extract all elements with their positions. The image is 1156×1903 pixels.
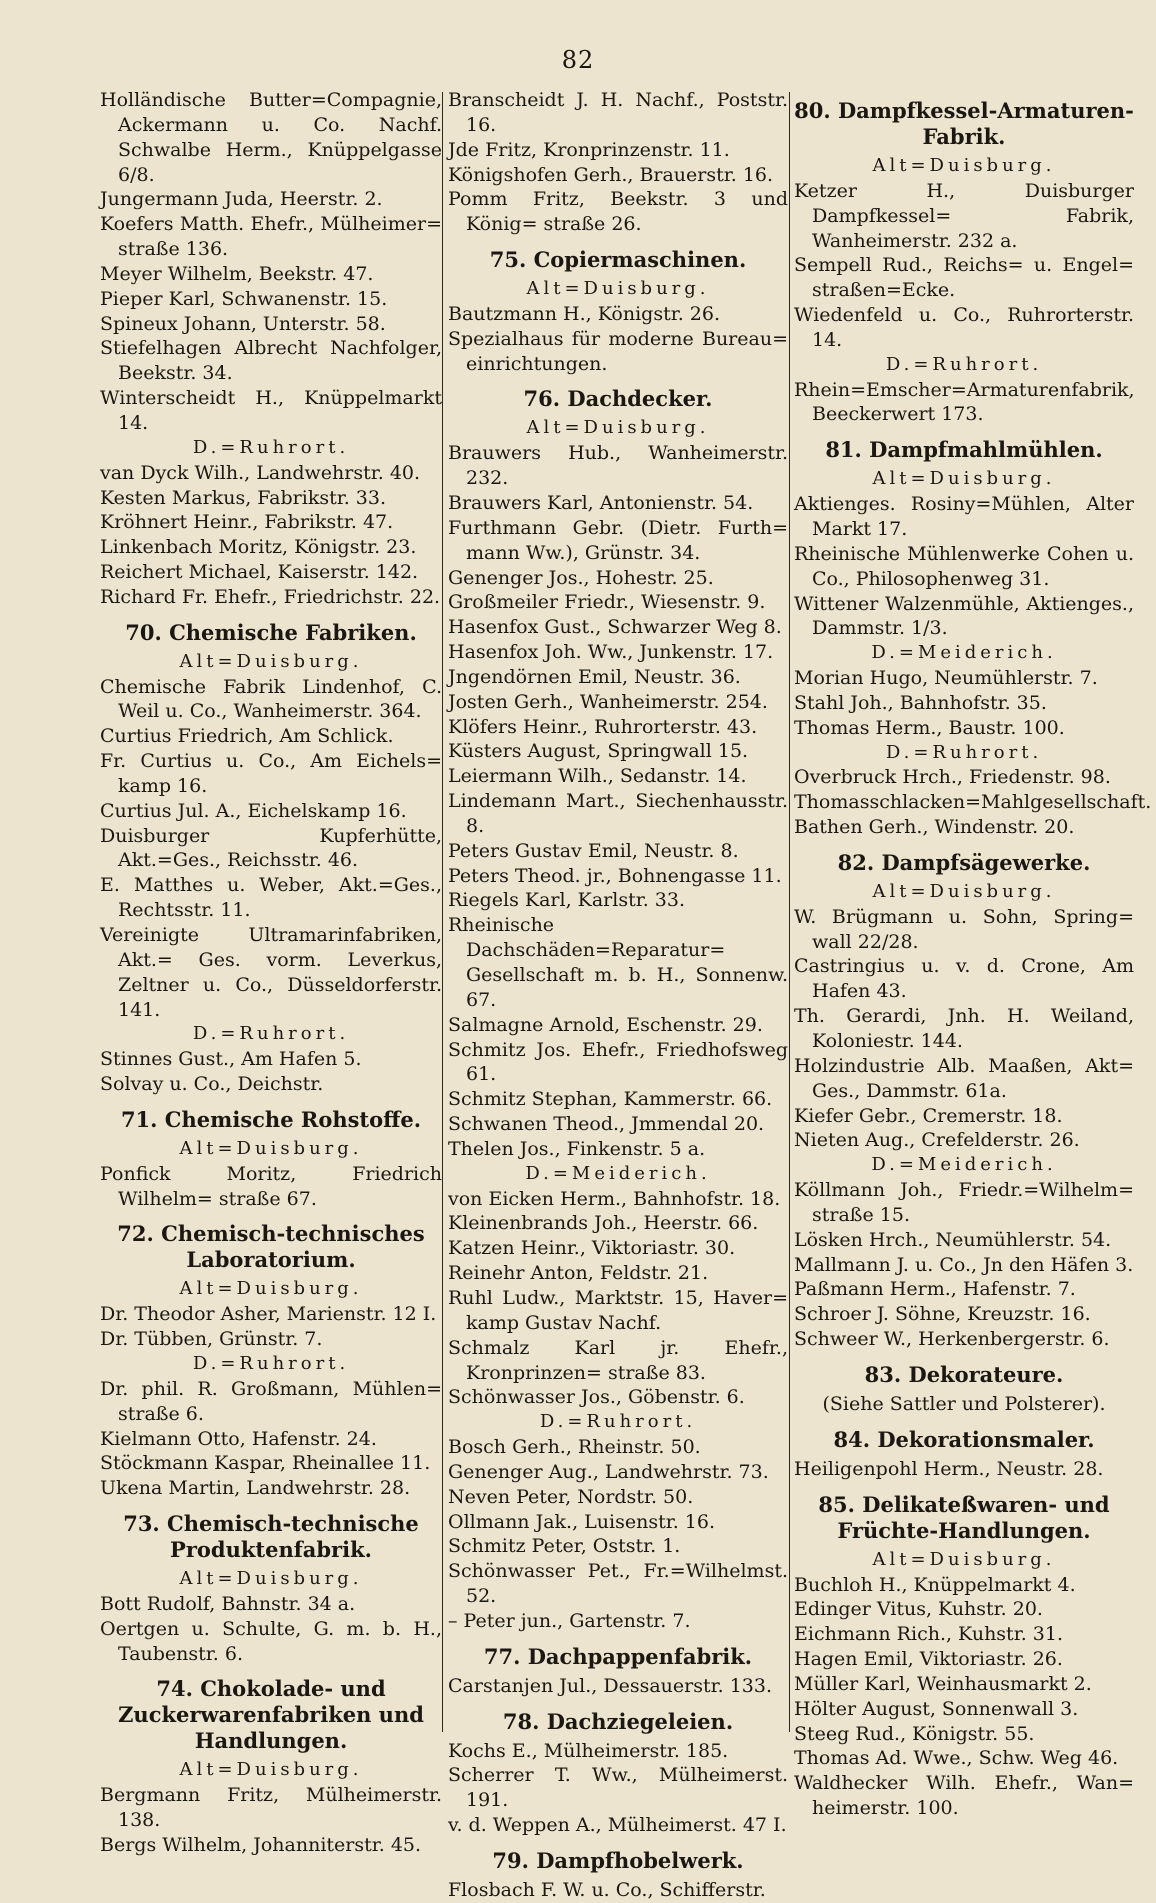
directory-entry: Holzindustrie Alb. Maaßen, Akt= Ges., Dammstr. 61a. [794, 1054, 1134, 1102]
directory-entry: Jungermann Juda, Heerstr. 2. [100, 188, 383, 211]
directory-entry: Thelen Jos., Finkenstr. 5 a. [448, 1137, 706, 1160]
directory-entry: Müller Karl, Weinhausmarkt 2. [794, 1672, 1092, 1695]
section-heading: 78. Dachziegeleien. [502, 1708, 734, 1734]
directory-entry: Stinnes Gust., Am Hafen 5. [100, 1048, 362, 1071]
column-divider [442, 92, 443, 1732]
directory-entry: Köllmann Joh., Friedr.=Wilhelm= straße 15. [794, 1179, 1134, 1226]
location-heading: Alt=Duisburg. [872, 880, 1056, 902]
directory-entry: Kiefer Gebr., Cremerstr. 18. [794, 1104, 1063, 1127]
directory-entry: Oertgen u. Schulte, G. m. b. H., Taubenstr. 6. [100, 1617, 442, 1665]
directory-entry: Dr. Theodor Asher, Marienstr. 12 I. [100, 1303, 437, 1326]
directory-entry: Flosbach F. W. u. Co., Schifferstr. [448, 1879, 766, 1901]
directory-entry: Katzen Heinr., Viktoriastr. 30. [448, 1237, 736, 1260]
section-heading: 72. Chemisch-technisches Laboratorium. [117, 1221, 425, 1273]
page-number: 82 [561, 46, 595, 74]
location-heading: Alt=Duisburg. [179, 1568, 363, 1590]
directory-entry: Hasenfox Joh. Ww., Junkenstr. 17. [448, 641, 774, 664]
directory-entry: Chemische Fabrik Lindenhof, C. Weil u. Co., Wanheimerstr. 364. [100, 675, 442, 723]
directory-entry: Leiermann Wilh., Sedanstr. 14. [448, 765, 747, 788]
directory-entry: Bergmann Fritz, Mülheimerstr. 138. [100, 1784, 442, 1832]
section-heading: 85. Delikateßwaren- und Früchte-Handlungen. [818, 1491, 1110, 1543]
directory-entry: Linkenbach Moritz, Königstr. 23. [100, 536, 417, 559]
directory-entry: Bosch Gerh., Rheinstr. 50. [448, 1436, 701, 1459]
location-heading: D.=Ruhrort. [885, 741, 1043, 763]
directory-entry: Schönwasser Pet., Fr.=Wilhelmst. 52. [448, 1560, 788, 1608]
directory-entry: Königshofen Gerh., Brauerstr. 16. [448, 163, 774, 186]
section-heading: 84. Dekorationsmaler. [833, 1426, 1095, 1452]
directory-entry: Aktienges. Rosiny=Mühlen, Alter Markt 17. [794, 493, 1134, 540]
directory-entry: Kochs E., Mülheimerstr. 185. [448, 1739, 729, 1762]
directory-entry: Rhein=Emscher=Armaturenfabrik, Beeckerwert 173. [794, 378, 1135, 426]
directory-entry: Kesten Markus, Fabrikstr. 33. [100, 486, 387, 509]
section-heading: 77. Dachpappenfabrik. [483, 1643, 753, 1669]
directory-entry: Wittener Walzenmühle, Aktienges., Dammstr. 1/3. [794, 592, 1134, 640]
location-heading: D.=Ruhrort. [192, 1023, 350, 1045]
section-heading: 76. Dachdecker. [523, 386, 713, 412]
directory-entry: Mallmann J. u. Co., Jn den Häfen 3. [794, 1253, 1134, 1276]
section-heading: 74. Chokolade- und Zuckerwarenfabriken und Handlungen. [118, 1676, 424, 1754]
directory-entry: Schweer W., Herkenbergerstr. 6. [794, 1328, 1110, 1351]
directory-entry: Hölter August, Sonnenwall 3. [794, 1697, 1079, 1720]
directory-entry: Schroer J. Söhne, Kreuzstr. 16. [794, 1303, 1091, 1326]
directory-entry: Kielmann Otto, Hafenstr. 24. [100, 1427, 377, 1450]
directory-entry: Ruhl Ludw., Marktstr. 15, Haver= kamp Gustav Nachf. [448, 1286, 788, 1334]
directory-entry: Ollmann Jak., Luisenstr. 16. [448, 1510, 716, 1533]
column-left [100, 88, 442, 1858]
directory-entry: Carstanjen Jul., Dessauerstr. 133. [448, 1674, 772, 1697]
directory-entry: Schmitz Stephan, Kammerstr. 66. [448, 1088, 773, 1111]
directory-entry: Koefers Matth. Ehefr., Mülheimer= straße 136. [100, 213, 442, 261]
directory-entry: Morian Hugo, Neumühlerstr. 7. [794, 667, 1098, 690]
directory-entry: Küsters August, Springwall 15. [448, 740, 749, 763]
location-heading: D.=Ruhrort. [885, 353, 1043, 375]
directory-entry: von Eicken Herm., Bahnhofstr. 18. [448, 1187, 781, 1210]
section-heading: 70. Chemische Fabriken. [125, 619, 417, 645]
directory-entry: Dr. phil. R. Großmann, Mühlen= straße 6. [100, 1377, 442, 1425]
directory-entry: Klöfers Heinr., Ruhrorterstr. 43. [448, 715, 758, 738]
section-heading: 71. Chemische Rohstoffe. [120, 1106, 422, 1132]
location-heading: D.=Meiderich. [871, 1154, 1057, 1176]
directory-entry: Solvay u. Co., Deichstr. [100, 1073, 324, 1096]
section-heading: 81. Dampfmahlmühlen. [825, 437, 1103, 463]
directory-entry: Genenger Aug., Landwehrstr. 73. [448, 1460, 769, 1483]
directory-entry: Th. Gerardi, Jnh. H. Weiland, Koloniestr. 144. [794, 1005, 1134, 1052]
section-heading: 83. Dekorateure. [864, 1361, 1064, 1387]
directory-entry: Thomas Herm., Baustr. 100. [794, 716, 1065, 739]
directory-entry: Richard Fr. Ehefr., Friedrichstr. 22. [100, 585, 441, 608]
directory-entry: Kröhnert Heinr., Fabrikstr. 47. [100, 511, 394, 534]
directory-entry: Bott Rudolf, Bahnstr. 34 a. [100, 1592, 356, 1615]
location-heading: Alt=Duisburg. [179, 1137, 363, 1159]
directory-entry: Thomas Ad. Wwe., Schw. Weg 46. [794, 1747, 1119, 1770]
directory-entry: Jngendörnen Emil, Neustr. 36. [448, 665, 741, 688]
directory-entry: Dr. Tübben, Grünstr. 7. [100, 1328, 323, 1351]
directory-entry: Hasenfox Gust., Schwarzer Weg 8. [448, 616, 782, 639]
directory-entry: Meyer Wilhelm, Beekstr. 47. [100, 262, 374, 285]
directory-entry: Scherrer T. Ww., Mülheimerst. 191. [448, 1764, 788, 1812]
directory-entry: Heiligenpohl Herm., Neustr. 28. [794, 1457, 1104, 1480]
location-heading: D.=Ruhrort. [539, 1411, 697, 1433]
directory-entry: Winterscheidt H., Knüppelmarkt 14. [100, 387, 442, 434]
location-heading: D.=Meiderich. [871, 642, 1057, 664]
directory-entry: Großmeiler Friedr., Wiesenstr. 9. [448, 591, 766, 614]
directory-entry: Thomasschlacken=Mahlgesellschaft. [794, 791, 1152, 814]
directory-entry: Sempell Rud., Reichs= u. Engel= straßen=Ecke. [794, 254, 1134, 302]
directory-entry: Schönwasser Jos., Göbenstr. 6. [448, 1386, 745, 1409]
directory-entry: Spineux Johann, Unterstr. 58. [100, 312, 386, 335]
directory-entry: Hagen Emil, Viktoriastr. 26. [794, 1648, 1063, 1671]
directory-entry: Buchloh H., Knüppelmarkt 4. [794, 1573, 1076, 1596]
directory-entry: Bautzmann H., Königstr. 26. [448, 302, 720, 325]
directory-entry: Furthmann Gebr. (Dietr. Furth= mann Ww.), Grünstr. 34. [448, 516, 788, 564]
directory-entry: Nieten Aug., Crefelderstr. 26. [794, 1129, 1080, 1152]
directory-entry: Schmalz Karl jr. Ehefr., Kronprinzen= straße 83. [448, 1336, 788, 1384]
directory-entry: Genenger Jos., Hohestr. 25. [448, 566, 714, 589]
section-heading: 73. Chemisch-technische Produktenfabrik. [123, 1511, 419, 1563]
directory-entry: Overbruck Hrch., Friedenstr. 98. [794, 766, 1111, 789]
directory-entry: Kleinenbrands Joh., Heerstr. 66. [448, 1212, 759, 1235]
location-heading: D.=Ruhrort. [192, 1352, 350, 1374]
directory-entry: Peters Theod. jr., Bohnengasse 11. [448, 864, 782, 887]
directory-entry: Duisburger Kupferhütte, Akt.=Ges., Reichsstr. 46. [100, 824, 442, 872]
section-heading: 82. Dampfsägewerke. [837, 849, 1091, 875]
directory-entry: Lösken Hrch., Neumühlerstr. 54. [794, 1228, 1112, 1251]
directory-entry: E. Matthes u. Weber, Akt.=Ges., Rechtsstr. 11. [100, 874, 442, 922]
column-divider [789, 92, 790, 1732]
directory-entry: Rheinische Dachschäden=Reparatur= Gesellschaft m. b. H., Sonnenw. 67. [448, 914, 788, 1011]
section-heading: 79. Dampfhobelwerk. [492, 1848, 744, 1873]
location-heading: Alt=Duisburg. [179, 1759, 363, 1781]
directory-entry: Reinehr Anton, Feldstr. 21. [448, 1262, 709, 1285]
directory-entry: Paßmann Herm., Hafenstr. 7. [794, 1278, 1076, 1301]
section-heading: 80. Dampfkessel-Armaturen-Fabrik. [794, 98, 1134, 149]
directory-entry: Ukena Martin, Landwehrstr. 28. [100, 1477, 411, 1500]
directory-entry: Curtius Jul. A., Eichelskamp 16. [100, 799, 407, 822]
location-heading: Alt=Duisburg. [526, 278, 710, 300]
directory-entry: Rheinische Mühlenwerke Cohen u. Co., Philosophenweg 31. [794, 542, 1134, 590]
directory-entry: Stahl Joh., Bahnhofstr. 35. [794, 691, 1047, 714]
column-middle [448, 88, 788, 1903]
directory-entry: Brauwers Hub., Wanheimerstr. 232. [448, 442, 788, 490]
directory-entry: W. Brügmann u. Sohn, Spring= wall 22/28. [794, 905, 1134, 953]
directory-entry: Curtius Friedrich, Am Schlick. [100, 725, 394, 748]
directory-entry: Wiedenfeld u. Co., Ruhrorterstr. 14. [794, 304, 1134, 351]
directory-entry: Schmitz Peter, Oststr. 1. [448, 1535, 681, 1558]
directory-entry: v. d. Weppen A., Mülheimerst. 47 I. [448, 1814, 787, 1837]
directory-entry: Jde Fritz, Kronprinzenstr. 11. [448, 138, 730, 161]
directory-entry: Bergs Wilhelm, Johanniterstr. 45. [100, 1833, 422, 1856]
location-heading: Alt=Duisburg. [872, 468, 1056, 490]
directory-entry: Castringius u. v. d. Crone, Am Hafen 43. [794, 955, 1134, 1003]
directory-entry: Brauwers Karl, Antonienstr. 54. [448, 491, 754, 514]
directory-entry: Branscheidt J. H. Nachf., Poststr. 16. [448, 89, 788, 136]
location-heading: Alt=Duisburg. [526, 417, 710, 439]
directory-entry: Josten Gerh., Wanheimerstr. 254. [448, 690, 768, 713]
directory-entry: Stiefelhagen Albrecht Nachfolger, Beekstr. 34. [100, 337, 442, 385]
location-heading: D.=Ruhrort. [192, 436, 350, 458]
section-heading: 75. Copiermaschinen. [489, 247, 747, 273]
directory-entry: Stöckmann Kaspar, Rheinallee 11. [100, 1452, 431, 1475]
directory-entry: Edinger Vitus, Kuhstr. 20. [794, 1598, 1043, 1621]
location-heading: Alt=Duisburg. [872, 1548, 1056, 1570]
directory-entry: Fr. Curtius u. Co., Am Eichels= kamp 16. [100, 750, 442, 797]
directory-entry: Ponfick Moritz, Friedrich Wilhelm= straße 67. [100, 1162, 442, 1210]
directory-entry: Peters Gustav Emil, Neustr. 8. [448, 839, 739, 862]
directory-entry: Vereinigte Ultramarinfabriken, Akt.= Ges. vorm. Leverkus, Zeltner u. Co., Düsseldorferstr. 141. [100, 924, 442, 1021]
directory-entry: Ketzer H., Duisburger Dampfkessel= Fabrik, Wanheimerstr. 232 a. [794, 179, 1134, 252]
directory-entry: Pomm Fritz, Beekstr. 3 und König= straße 26. [448, 188, 788, 236]
directory-entry: Spezialhaus für moderne Bureau= einrichtungen. [448, 327, 788, 375]
directory-entry: Schmitz Jos. Ehefr., Friedhofsweg 61. [448, 1038, 788, 1086]
directory-entry: Neven Peter, Nordstr. 50. [448, 1485, 694, 1508]
location-heading: Alt=Duisburg. [179, 1278, 363, 1300]
directory-entry: Waldhecker Wilh. Ehefr., Wan= heimerstr. 100. [794, 1772, 1134, 1820]
column-right [794, 88, 1152, 1821]
directory-entry: Riegels Karl, Karlstr. 33. [448, 889, 686, 912]
directory-entry: van Dyck Wilh., Landwehrstr. 40. [100, 461, 421, 484]
directory-entry: – Peter jun., Gartenstr. 7. [448, 1609, 691, 1632]
directory-entry: Holländische Butter=Compagnie, Ackermann u. Co. Nachf. Schwalbe Herm., Knüppelgasse 6/8. [100, 89, 442, 186]
directory-entry: Schwanen Theod., Jmmendal 20. [448, 1113, 765, 1136]
location-heading: Alt=Duisburg. [872, 155, 1056, 176]
directory-entry: Bathen Gerh., Windenstr. 20. [794, 816, 1075, 839]
directory-entry: Lindemann Mart., Siechenhausstr. 8. [448, 790, 788, 837]
directory-entry: Salmagne Arnold, Eschenstr. 29. [448, 1013, 763, 1036]
location-heading: D.=Meiderich. [525, 1162, 711, 1184]
location-heading: Alt=Duisburg. [179, 650, 363, 672]
directory-entry: Reichert Michael, Kaiserstr. 142. [100, 561, 419, 584]
directory-entry: Steeg Rud., Königstr. 55. [794, 1722, 1035, 1745]
directory-entry: Eichmann Rich., Kuhstr. 31. [794, 1623, 1063, 1646]
section-note: (Siehe Sattler und Polsterer). [822, 1392, 1106, 1415]
directory-entry: Pieper Karl, Schwanenstr. 15. [100, 287, 388, 310]
